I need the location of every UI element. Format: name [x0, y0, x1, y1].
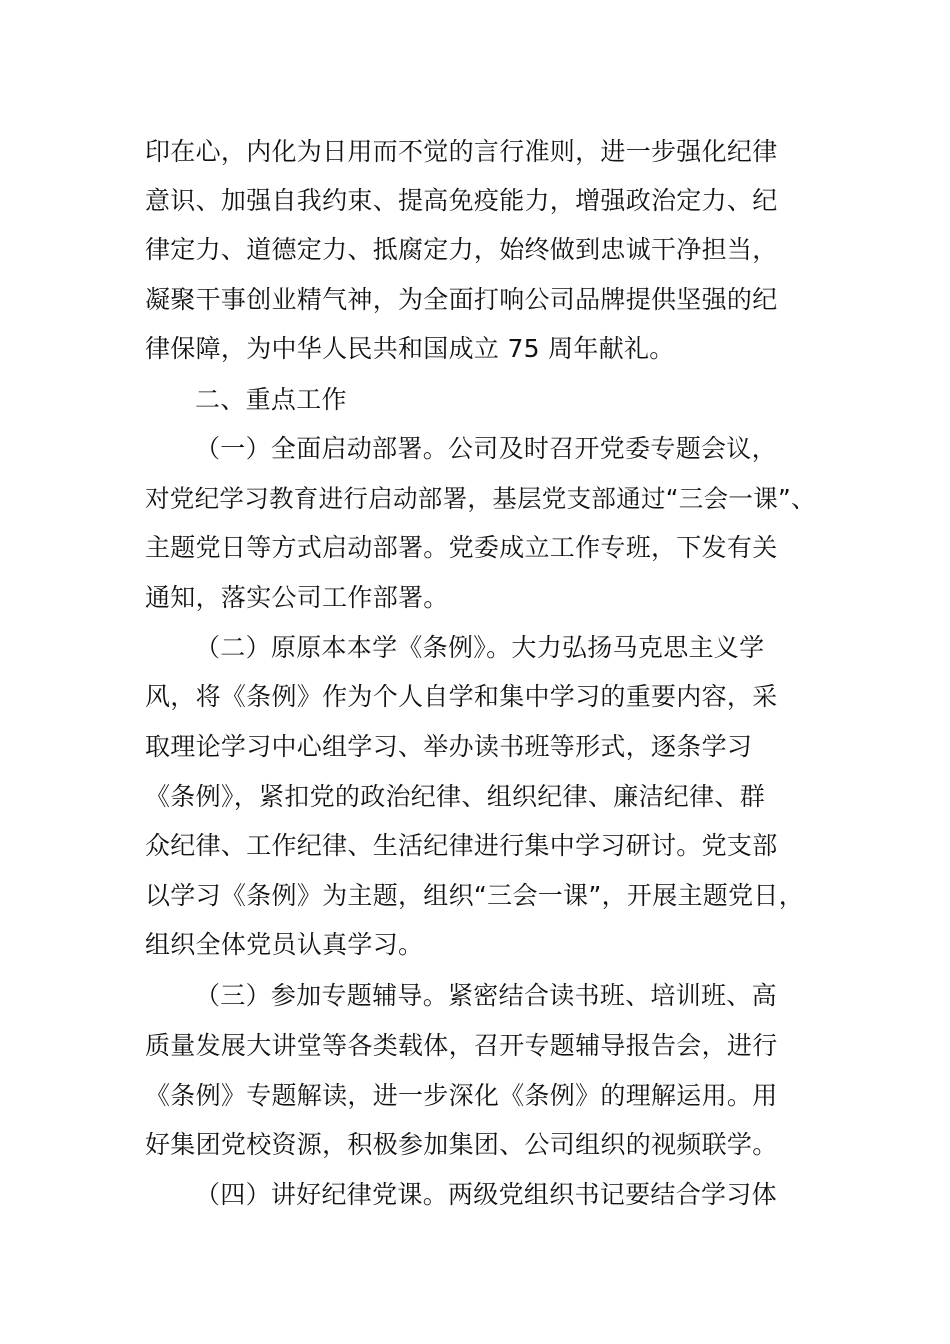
paragraph-line: 律定力、道德定力、抵腐定力，始终做到忠诚干净担当， [145, 235, 778, 264]
paragraph-line: （三）参加专题辅导。紧密结合读书班、培训班、高 [195, 981, 777, 1010]
paragraph-line: 《条例》，紧扣党的政治纪律、组织纪律、廉洁纪律、群 [145, 782, 766, 811]
paragraph-line: 《条例》专题解读，进一步深化《条例》的理解运用。用 [145, 1081, 778, 1110]
paragraph-line: 对党纪学习教育进行启动部署，基层党支部通过“三会一课”、 [145, 484, 816, 513]
paragraph-line: （一）全面启动部署。公司及时召开党委专题会议， [195, 434, 777, 463]
paragraph-line: 主题党日等方式启动部署。党委成立工作专班，下发有关 [145, 533, 778, 562]
paragraph-line: 众纪律、工作纪律、生活纪律进行集中学习研讨。党支部 [145, 831, 778, 860]
paragraph-line: 组织全体党员认真学习。 [145, 930, 424, 959]
paragraph-line: 取理论学习中心组学习、举办读书班等形式，逐条学习 [145, 732, 753, 761]
paragraph-line: 以学习《条例》为主题，组织“三会一课”，开展主题党日， [145, 881, 805, 910]
paragraph-line: 通知，落实公司工作部署。 [145, 583, 449, 612]
paragraph-line: 风，将《条例》作为个人自学和集中学习的重要内容，采 [145, 682, 778, 711]
paragraph-line: 律保障，为中华人民共和国成立 75 周年献礼。 [145, 334, 675, 363]
paragraph-line: 好集团党校资源，积极参加集团、公司组织的视频联学。 [145, 1130, 778, 1159]
paragraph-line: 凝聚干事创业精气神，为全面打响公司品牌提供坚强的纪 [145, 285, 778, 314]
paragraph-line: 质量发展大讲堂等各类载体，召开专题辅导报告会，进行 [145, 1031, 778, 1060]
section-heading: 二、重点工作 [195, 385, 347, 414]
paragraph-line: 印在心，内化为日用而不觉的言行准则，进一步强化纪律 [145, 137, 778, 166]
paragraph-line: 意识、加强自我约束、提高免疫能力，增强政治定力、纪 [145, 186, 778, 215]
paragraph-line: （二）原原本本学《条例》。大力弘扬马克思主义学 [195, 633, 765, 662]
paragraph-line: （四）讲好纪律党课。两级党组织书记要结合学习体 [195, 1180, 777, 1209]
